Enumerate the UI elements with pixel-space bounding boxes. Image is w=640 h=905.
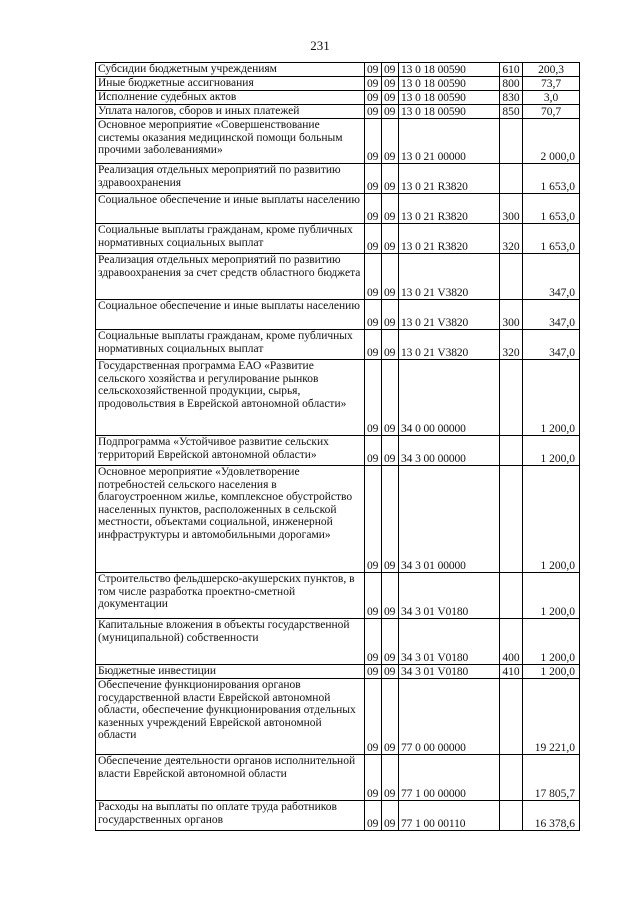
section-code-cell: 09 bbox=[365, 665, 382, 679]
amount-cell: 1 653,0 bbox=[523, 224, 580, 254]
budget-table-body bbox=[96, 63, 580, 831]
section-code-cell: 09 bbox=[365, 801, 382, 831]
target-article-cell: 13 0 21 V3820 bbox=[399, 254, 500, 300]
target-article-cell: 13 0 18 00590 bbox=[399, 77, 500, 91]
subsection-code-cell: 09 bbox=[382, 105, 399, 119]
target-article-cell: 34 3 01 00000 bbox=[399, 466, 500, 573]
subsection-code-cell: 09 bbox=[382, 224, 399, 254]
subsection-code-cell: 09 bbox=[382, 119, 399, 164]
section-code-cell: 09 bbox=[365, 573, 382, 619]
amount-cell: 19 221,0 bbox=[523, 679, 580, 755]
table-row bbox=[96, 77, 580, 91]
expense-type-cell bbox=[500, 436, 523, 466]
section-code-cell: 09 bbox=[365, 254, 382, 300]
subsection-code-cell: 09 bbox=[382, 330, 399, 360]
table-row bbox=[96, 330, 580, 360]
expense-name-cell: Строительство фельдшерско-акушерских пунктов, в том числе разработка проектно-сметной документации bbox=[96, 573, 365, 619]
subsection-code-cell: 09 bbox=[382, 466, 399, 573]
target-article-cell: 13 0 18 00590 bbox=[399, 91, 500, 105]
subsection-code-cell: 09 bbox=[382, 755, 399, 801]
subsection-code-cell: 09 bbox=[382, 619, 399, 665]
section-code-cell: 09 bbox=[365, 91, 382, 105]
target-article-cell: 13 0 21 V3820 bbox=[399, 300, 500, 330]
subsection-code-cell: 09 bbox=[382, 63, 399, 77]
target-article-cell: 13 0 21 R3820 bbox=[399, 224, 500, 254]
amount-cell: 347,0 bbox=[523, 254, 580, 300]
expense-type-cell bbox=[500, 164, 523, 194]
expense-name-cell: Государственная программа ЕАО «Развитие сельского хозяйства и регулирование рынков сельскохозяйственной продукции, сырья, продовольствия в Еврейской автономной области» bbox=[96, 360, 365, 436]
expense-name-cell: Социальные выплаты гражданам, кроме публичных нормативных социальных выплат bbox=[96, 330, 365, 360]
expense-name-cell: Иные бюджетные ассигнования bbox=[96, 77, 365, 91]
expense-name-cell: Социальные выплаты гражданам, кроме публичных нормативных социальных выплат bbox=[96, 224, 365, 254]
table-row bbox=[96, 466, 580, 573]
subsection-code-cell: 09 bbox=[382, 360, 399, 436]
expense-type-cell bbox=[500, 573, 523, 619]
expense-type-cell: 800 bbox=[500, 77, 523, 91]
expense-name-cell: Обеспечение деятельности органов исполнительной власти Еврейской автономной области bbox=[96, 755, 365, 801]
target-article-cell: 34 3 01 V0180 bbox=[399, 665, 500, 679]
table-row bbox=[96, 63, 580, 77]
expense-type-cell: 320 bbox=[500, 224, 523, 254]
amount-cell: 1 200,0 bbox=[523, 436, 580, 466]
table-row bbox=[96, 300, 580, 330]
expense-type-cell: 300 bbox=[500, 194, 523, 224]
section-code-cell: 09 bbox=[365, 194, 382, 224]
table-row bbox=[96, 665, 580, 679]
expense-name-cell: Бюджетные инвестиции bbox=[96, 665, 365, 679]
subsection-code-cell: 09 bbox=[382, 300, 399, 330]
section-code-cell: 09 bbox=[365, 119, 382, 164]
expense-type-cell: 400 bbox=[500, 619, 523, 665]
subsection-code-cell: 09 bbox=[382, 573, 399, 619]
expense-name-cell: Социальное обеспечение и иные выплаты населению bbox=[96, 300, 365, 330]
expense-name-cell: Обеспечение функционирования органов государственной власти Еврейской автономной области, обеспечение функционирования отдельных казенных учреждений Еврейской автономной области bbox=[96, 679, 365, 755]
expense-name-cell: Субсидии бюджетным учреждениям bbox=[96, 63, 365, 77]
subsection-code-cell: 09 bbox=[382, 254, 399, 300]
expense-name-cell: Капитальные вложения в объекты государственной (муниципальной) собственности bbox=[96, 619, 365, 665]
subsection-code-cell: 09 bbox=[382, 679, 399, 755]
amount-cell: 347,0 bbox=[523, 330, 580, 360]
table-row bbox=[96, 91, 580, 105]
amount-cell: 1 200,0 bbox=[523, 466, 580, 573]
target-article-cell: 13 0 21 V3820 bbox=[399, 330, 500, 360]
subsection-code-cell: 09 bbox=[382, 194, 399, 224]
expense-name-cell: Уплата налогов, сборов и иных платежей bbox=[96, 105, 365, 119]
section-code-cell: 09 bbox=[365, 466, 382, 573]
section-code-cell: 09 bbox=[365, 330, 382, 360]
expense-type-cell: 850 bbox=[500, 105, 523, 119]
expense-name-cell: Подпрограмма «Устойчивое развитие сельских территорий Еврейской автономной области» bbox=[96, 436, 365, 466]
target-article-cell: 77 1 00 00110 bbox=[399, 801, 500, 831]
expense-name-cell: Основное мероприятие «Совершенствование системы оказания медицинской помощи больным прочими заболеваниями» bbox=[96, 119, 365, 164]
expense-name-cell: Социальное обеспечение и иные выплаты населению bbox=[96, 194, 365, 224]
expense-type-cell bbox=[500, 755, 523, 801]
amount-cell: 2 000,0 bbox=[523, 119, 580, 164]
target-article-cell: 34 3 01 V0180 bbox=[399, 619, 500, 665]
target-article-cell: 13 0 21 R3820 bbox=[399, 194, 500, 224]
amount-cell: 1 200,0 bbox=[523, 573, 580, 619]
expense-name-cell: Основное мероприятие «Удовлетворение потребностей сельского населения в благоустроенном жилье, комплексное обустройство населенных пунктов, расположенных в сельской местности, объектами социальной, инженерной инфраструктуры и автомобильными дорогами» bbox=[96, 466, 365, 573]
section-code-cell: 09 bbox=[365, 164, 382, 194]
expense-name-cell: Реализация отдельных мероприятий по развитию здравоохранения bbox=[96, 164, 365, 194]
expense-name-cell: Исполнение судебных актов bbox=[96, 91, 365, 105]
section-code-cell: 09 bbox=[365, 436, 382, 466]
expense-type-cell: 300 bbox=[500, 300, 523, 330]
expense-type-cell bbox=[500, 801, 523, 831]
table-row bbox=[96, 254, 580, 300]
expense-type-cell bbox=[500, 360, 523, 436]
amount-cell: 70,7 bbox=[523, 105, 580, 119]
page-number: 231 bbox=[310, 38, 330, 53]
subsection-code-cell: 09 bbox=[382, 801, 399, 831]
subsection-code-cell: 09 bbox=[382, 77, 399, 91]
target-article-cell: 13 0 18 00590 bbox=[399, 63, 500, 77]
amount-cell: 1 200,0 bbox=[523, 360, 580, 436]
table-row bbox=[96, 679, 580, 755]
target-article-cell: 34 3 01 V0180 bbox=[399, 573, 500, 619]
budget-table bbox=[95, 62, 580, 831]
expense-type-cell bbox=[500, 254, 523, 300]
amount-cell: 1 653,0 bbox=[523, 164, 580, 194]
table-row bbox=[96, 194, 580, 224]
subsection-code-cell: 09 bbox=[382, 164, 399, 194]
expense-type-cell bbox=[500, 679, 523, 755]
section-code-cell: 09 bbox=[365, 63, 382, 77]
expense-type-cell: 830 bbox=[500, 91, 523, 105]
expense-name-cell: Расходы на выплаты по оплате труда работников государственных органов bbox=[96, 801, 365, 831]
expense-type-cell: 320 bbox=[500, 330, 523, 360]
section-code-cell: 09 bbox=[365, 619, 382, 665]
table-row bbox=[96, 755, 580, 801]
amount-cell: 16 378,6 bbox=[523, 801, 580, 831]
target-article-cell: 13 0 21 00000 bbox=[399, 119, 500, 164]
expense-type-cell: 610 bbox=[500, 63, 523, 77]
expense-type-cell bbox=[500, 466, 523, 573]
section-code-cell: 09 bbox=[365, 755, 382, 801]
target-article-cell: 34 0 00 00000 bbox=[399, 360, 500, 436]
table-row bbox=[96, 224, 580, 254]
target-article-cell: 77 0 00 00000 bbox=[399, 679, 500, 755]
section-code-cell: 09 bbox=[365, 77, 382, 91]
amount-cell: 1 653,0 bbox=[523, 194, 580, 224]
section-code-cell: 09 bbox=[365, 105, 382, 119]
expense-name-cell: Реализация отдельных мероприятий по развитию здравоохранения за счет средств областного бюджета bbox=[96, 254, 365, 300]
subsection-code-cell: 09 bbox=[382, 436, 399, 466]
section-code-cell: 09 bbox=[365, 679, 382, 755]
table-row bbox=[96, 801, 580, 831]
amount-cell: 73,7 bbox=[523, 77, 580, 91]
table-row bbox=[96, 360, 580, 436]
target-article-cell: 77 1 00 00000 bbox=[399, 755, 500, 801]
table-row bbox=[96, 436, 580, 466]
amount-cell: 1 200,0 bbox=[523, 665, 580, 679]
table-row bbox=[96, 573, 580, 619]
subsection-code-cell: 09 bbox=[382, 665, 399, 679]
section-code-cell: 09 bbox=[365, 360, 382, 436]
table-row bbox=[96, 105, 580, 119]
section-code-cell: 09 bbox=[365, 224, 382, 254]
table-row bbox=[96, 119, 580, 164]
section-code-cell: 09 bbox=[365, 300, 382, 330]
expense-type-cell: 410 bbox=[500, 665, 523, 679]
amount-cell: 17 805,7 bbox=[523, 755, 580, 801]
table-row bbox=[96, 164, 580, 194]
target-article-cell: 13 0 21 R3820 bbox=[399, 164, 500, 194]
amount-cell: 3,0 bbox=[523, 91, 580, 105]
subsection-code-cell: 09 bbox=[382, 91, 399, 105]
expense-type-cell bbox=[500, 119, 523, 164]
amount-cell: 1 200,0 bbox=[523, 619, 580, 665]
target-article-cell: 13 0 18 00590 bbox=[399, 105, 500, 119]
target-article-cell: 34 3 00 00000 bbox=[399, 436, 500, 466]
amount-cell: 200,3 bbox=[523, 63, 580, 77]
table-row bbox=[96, 619, 580, 665]
amount-cell: 347,0 bbox=[523, 300, 580, 330]
